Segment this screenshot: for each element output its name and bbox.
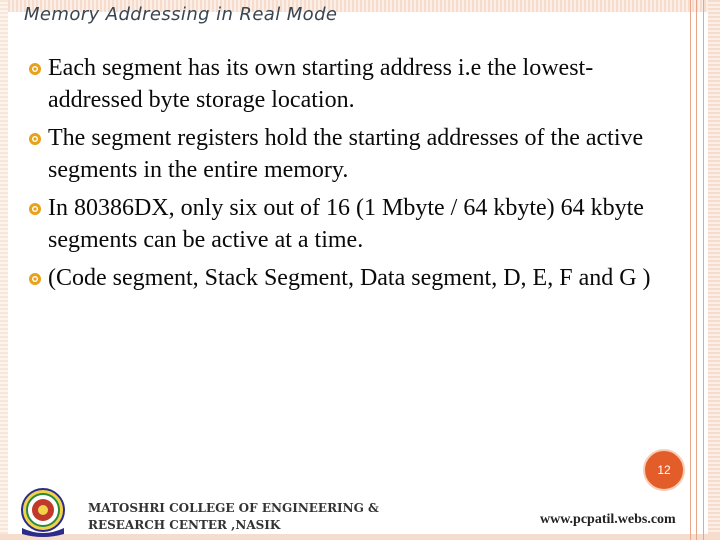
decorative-vertical-line: [696, 0, 697, 540]
decorative-vertical-line: [690, 0, 691, 540]
slide-title: Memory Addressing in Real Mode: [24, 4, 338, 25]
bullet-text: (Code segment, Stack Segment, Data segment, D, E, F and G ): [48, 265, 651, 291]
decorative-frame-right: [708, 0, 720, 540]
bullet-item: [28, 122, 678, 186]
sun-gear-bullet-icon: [28, 202, 42, 216]
bullet-text: In 80386DX, only six out of 16 (1 Mbyte / 64 kbyte) 64 kbyte segments can be active at a time.: [48, 195, 644, 253]
sun-gear-bullet-icon: [28, 272, 42, 286]
bullet-item: [28, 192, 678, 256]
decorative-vertical-line: [703, 0, 704, 540]
website-url: www.pcpatil.webs.com: [540, 512, 676, 527]
bullet-item: [28, 52, 678, 116]
decorative-frame-bottom: [0, 534, 720, 540]
bullet-item: [28, 262, 678, 294]
college-name-line-2: RESEARCH CENTER ,NASIK: [88, 518, 281, 532]
college-logo: [14, 482, 72, 538]
bullet-list: [28, 52, 678, 300]
college-name-line-1: MATOSHRI COLLEGE OF ENGINEERING &: [88, 501, 379, 515]
bullet-text: The segment registers hold the starting addresses of the active segments in the entire memory.: [48, 125, 644, 183]
sun-gear-bullet-icon: [28, 132, 42, 146]
decorative-frame-left: [0, 0, 8, 540]
bullet-text: Each segment has its own starting address i.e the lowest-addressed byte storage location.: [48, 55, 594, 113]
page-number-badge: 12: [643, 449, 685, 491]
college-name: [88, 500, 379, 534]
sun-gear-bullet-icon: [28, 62, 42, 76]
